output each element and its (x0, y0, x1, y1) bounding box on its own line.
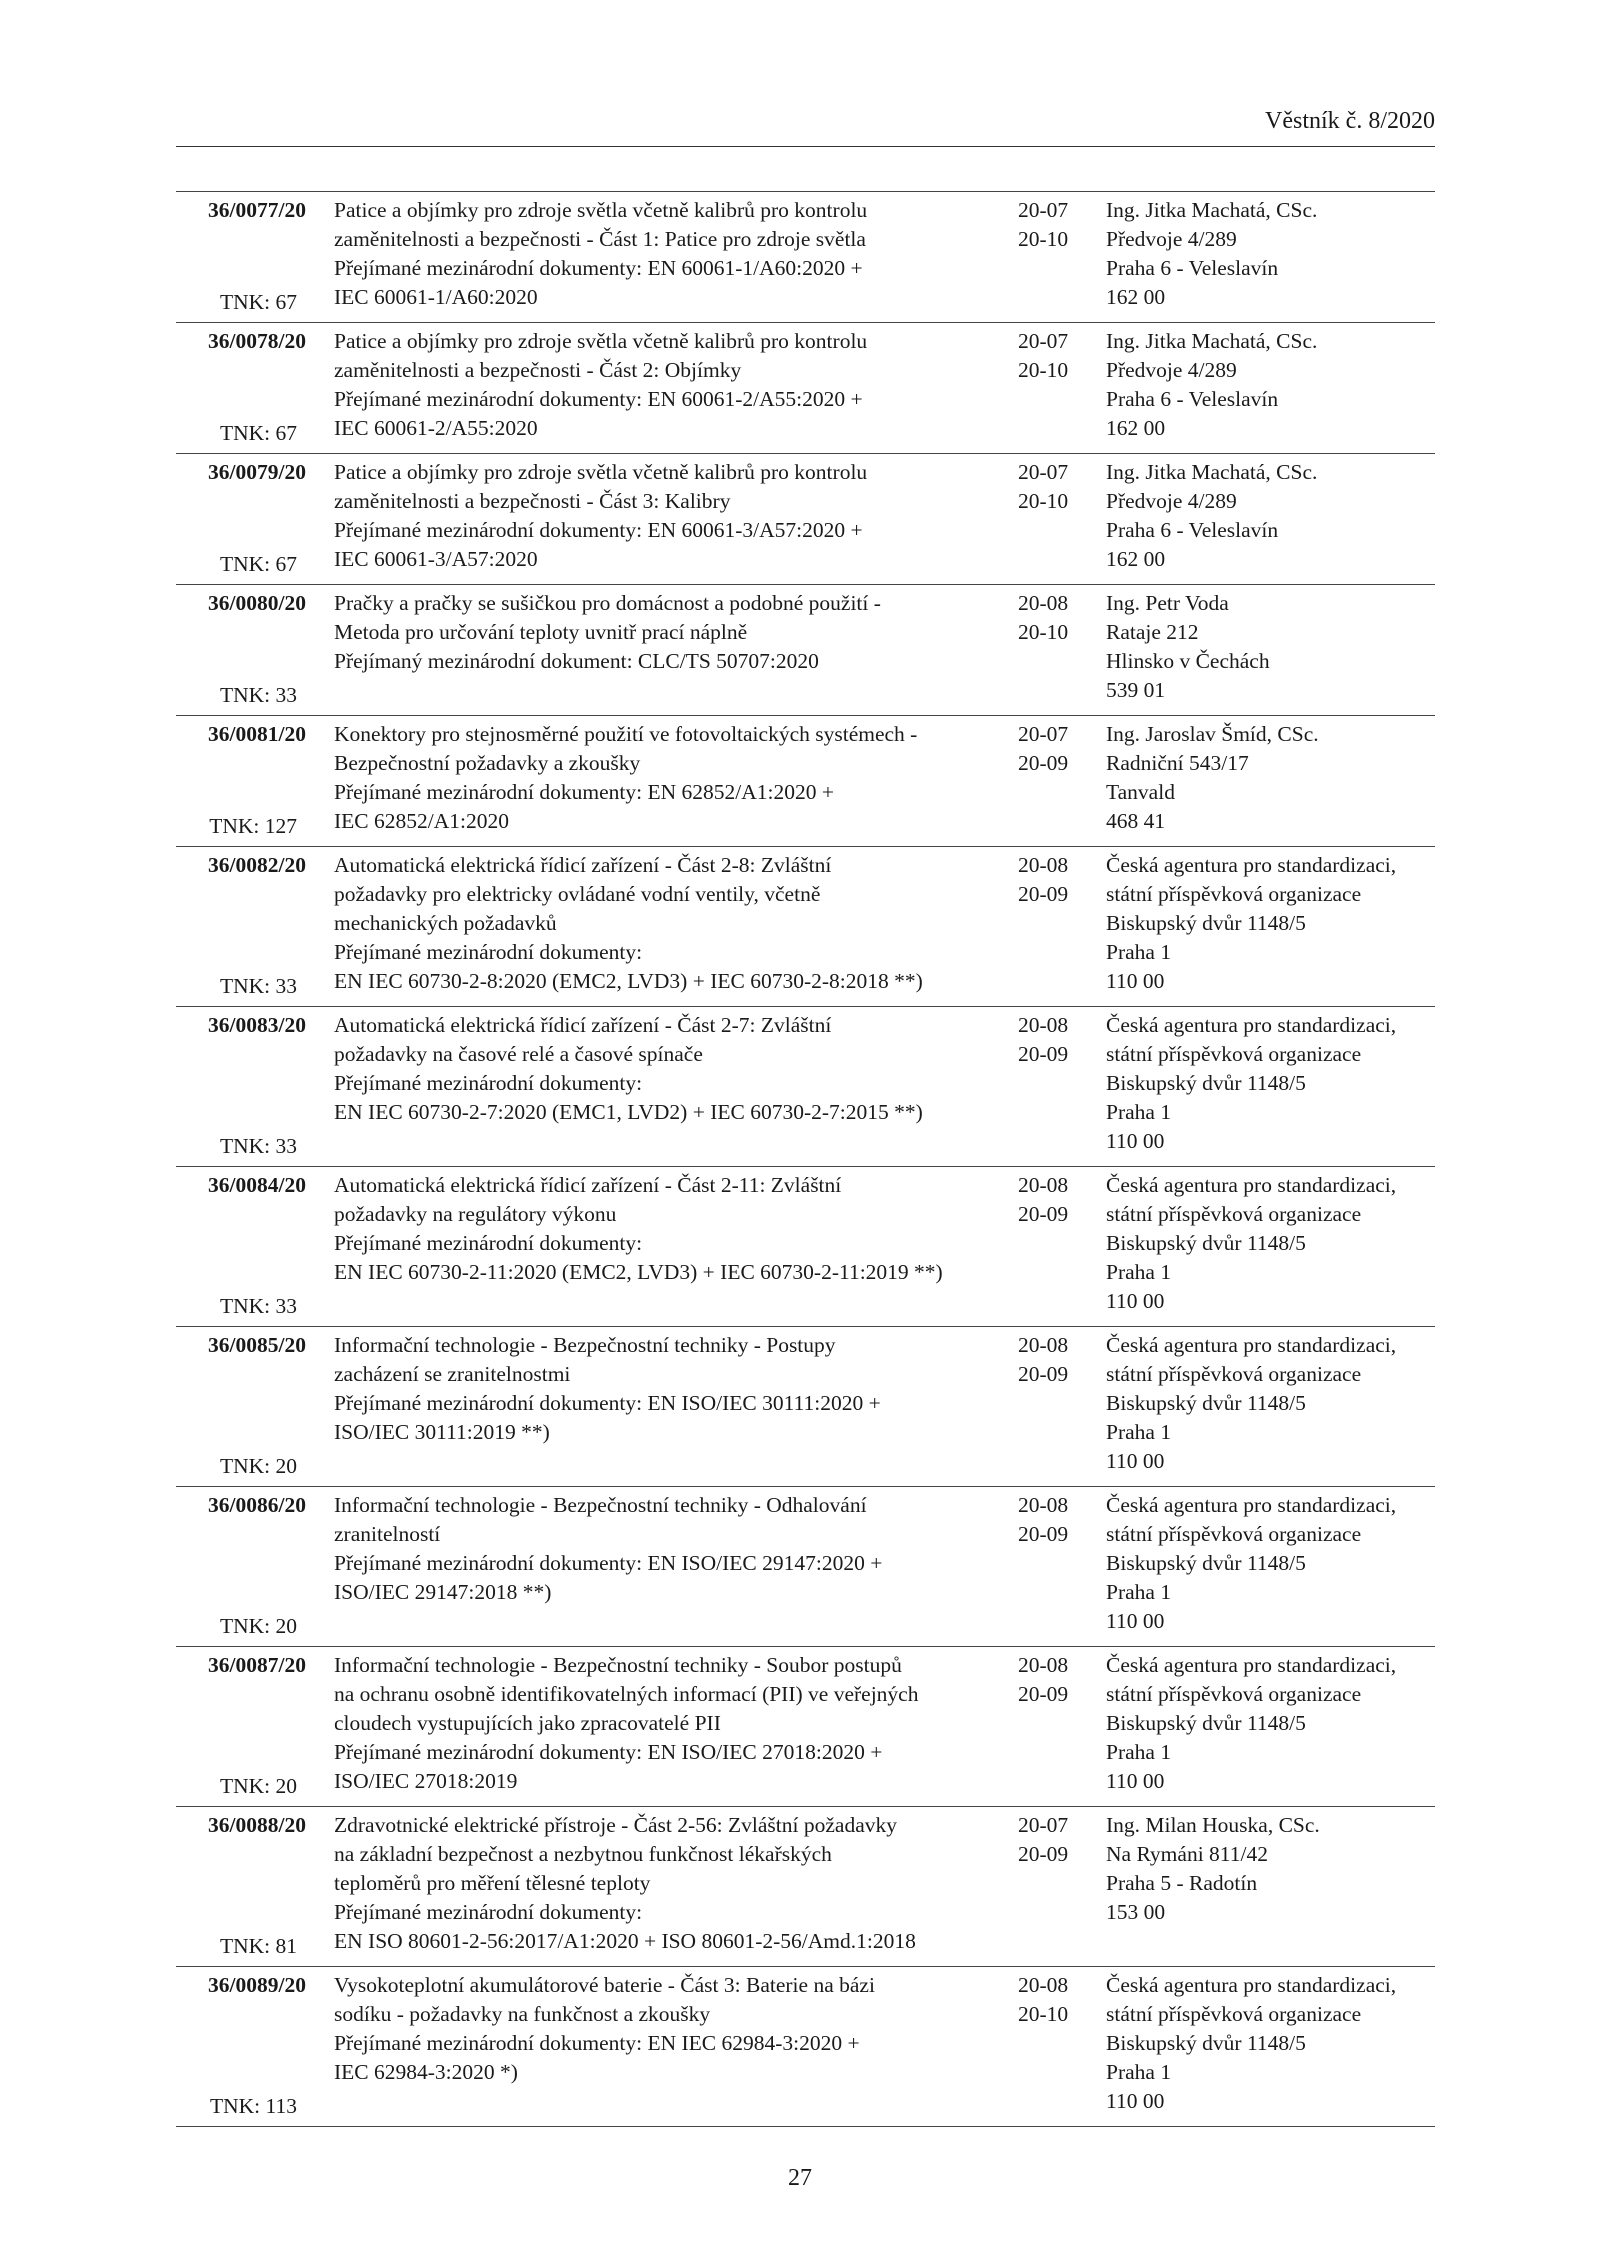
address-line: Česká agentura pro standardizaci, (1106, 1173, 1397, 1197)
entry-dates (1018, 1811, 1098, 1869)
date-line: 20-07 (1018, 1813, 1069, 1837)
entry-number: 36/0088/20 (208, 1813, 306, 1837)
address-line: 110 00 (1106, 1289, 1165, 1313)
title-line: zaměnitelnosti a bezpečnosti - Část 3: Kalibry (334, 489, 731, 513)
title-line: IEC 60061-1/A60:2020 (334, 285, 538, 309)
date-line: 20-08 (1018, 1013, 1069, 1037)
address-line: Ing. Jaroslav Šmíd, CSc. (1106, 722, 1319, 746)
title-line: Vysokoteplotní akumulátorové baterie - Část 3: Baterie na bázi (334, 1973, 875, 1997)
address-line: Praha 5 - Radotín (1106, 1871, 1258, 1895)
entry-dates (1018, 589, 1098, 647)
entry-number: 36/0082/20 (208, 853, 306, 877)
entry-address (1106, 196, 1436, 312)
entry-address (1106, 1971, 1436, 2116)
title-line: ISO/IEC 30111:2019 **) (334, 1420, 550, 1444)
title-line: zaměnitelnosti a bezpečnosti - Část 1: Patice pro zdroje světla (334, 227, 866, 251)
standard-entry (176, 846, 1435, 1006)
entry-title (334, 1011, 1004, 1127)
address-line: Biskupský dvůr 1148/5 (1106, 1711, 1306, 1735)
entry-address (1106, 851, 1436, 996)
title-line: zacházení se zranitelnostmi (334, 1362, 571, 1386)
date-line: 20-07 (1018, 329, 1069, 353)
entry-number: 36/0081/20 (208, 722, 306, 746)
address-line: Biskupský dvůr 1148/5 (1106, 2031, 1306, 2055)
entry-address (1106, 589, 1436, 705)
page-number: 27 (788, 2165, 812, 2191)
entry-title (334, 1651, 1004, 1796)
entry-dates (1018, 851, 1098, 909)
entry-title (334, 589, 1004, 676)
address-line: 162 00 (1106, 416, 1166, 440)
address-line: Biskupský dvůr 1148/5 (1106, 1231, 1306, 1255)
title-line: Patice a objímky pro zdroje světla včetně kalibrů pro kontrolu (334, 329, 868, 353)
address-line: 110 00 (1106, 969, 1165, 993)
date-line: 20-10 (1018, 620, 1069, 644)
date-line: 20-08 (1018, 1653, 1069, 1677)
title-line: EN IEC 60730-2-8:2020 (EMC2, LVD3) + IEC 60730-2-8:2018 **) (334, 969, 923, 993)
title-line: Přejímané mezinárodní dokumenty: EN ISO/IEC 30111:2020 + (334, 1391, 881, 1415)
address-line: 110 00 (1106, 2089, 1165, 2113)
title-line: zaměnitelnosti a bezpečnosti - Část 2: Objímky (334, 358, 742, 382)
date-line: 20-07 (1018, 722, 1069, 746)
entry-tnk: TNK: 20 (219, 1774, 297, 1798)
date-line: 20-07 (1018, 198, 1069, 222)
date-line: 20-08 (1018, 1973, 1069, 1997)
title-line: Přejímané mezinárodní dokumenty: EN ISO/IEC 27018:2020 + (334, 1740, 883, 1764)
date-line: 20-09 (1018, 751, 1069, 775)
title-line: Přejímaný mezinárodní dokument: CLC/TS 50707:2020 (334, 649, 819, 673)
address-line: Praha 1 (1106, 2060, 1172, 2084)
address-line: Předvoje 4/289 (1106, 227, 1237, 251)
standard-entry (176, 1806, 1435, 1966)
address-line: státní příspěvková organizace (1106, 882, 1362, 906)
address-line: Předvoje 4/289 (1106, 358, 1237, 382)
entry-address (1106, 458, 1436, 574)
title-line: Automatická elektrická řídicí zařízení - Část 2-8: Zvláštní (334, 853, 832, 877)
entry-address (1106, 1331, 1436, 1476)
entry-number: 36/0087/20 (208, 1653, 306, 1677)
address-line: Biskupský dvůr 1148/5 (1106, 1391, 1306, 1415)
entry-dates (1018, 1011, 1098, 1069)
address-line: státní příspěvková organizace (1106, 1042, 1362, 1066)
title-line: zranitelností (334, 1522, 441, 1546)
address-line: státní příspěvková organizace (1106, 1202, 1362, 1226)
date-line: 20-09 (1018, 1682, 1069, 1706)
standard-entry (176, 1166, 1435, 1326)
address-line: Praha 1 (1106, 1260, 1172, 1284)
entry-tnk: TNK: 113 (210, 2094, 297, 2118)
title-line: Přejímané mezinárodní dokumenty: EN 60061-1/A60:2020 + (334, 256, 863, 280)
date-line: 20-08 (1018, 1173, 1069, 1197)
entry-title (334, 1331, 1004, 1447)
date-line: 20-08 (1018, 853, 1069, 877)
address-line: Ing. Milan Houska, CSc. (1106, 1813, 1320, 1837)
title-line: Přejímané mezinárodní dokumenty: (334, 940, 643, 964)
address-line: Ing. Jitka Machatá, CSc. (1106, 460, 1318, 484)
entry-address (1106, 1811, 1436, 1927)
entry-tnk: TNK: 67 (219, 421, 297, 445)
entry-address (1106, 327, 1436, 443)
date-line: 20-09 (1018, 882, 1069, 906)
title-line: ISO/IEC 27018:2019 (334, 1769, 518, 1793)
title-line: Patice a objímky pro zdroje světla včetně kalibrů pro kontrolu (334, 460, 868, 484)
address-line: Na Rymáni 811/42 (1106, 1842, 1268, 1866)
title-line: Přejímané mezinárodní dokumenty: EN ISO/IEC 29147:2020 + (334, 1551, 883, 1575)
entry-tnk: TNK: 127 (209, 814, 297, 838)
entry-dates (1018, 196, 1098, 254)
address-line: 110 00 (1106, 1449, 1165, 1473)
title-line: EN IEC 60730-2-11:2020 (EMC2, LVD3) + IEC 60730-2-11:2019 **) (334, 1260, 943, 1284)
address-line: Hlinsko v Čechách (1106, 649, 1270, 673)
title-line: Konektory pro stejnosměrné použití ve fotovoltaických systémech - (334, 722, 918, 746)
address-line: Praha 1 (1106, 1740, 1172, 1764)
date-line: 20-08 (1018, 1493, 1069, 1517)
address-line: Praha 1 (1106, 1420, 1172, 1444)
title-line: Informační technologie - Bezpečnostní techniky - Odhalování (334, 1493, 867, 1517)
address-line: Ing. Jitka Machatá, CSc. (1106, 329, 1318, 353)
title-line: Přejímané mezinárodní dokumenty: EN 60061-2/A55:2020 + (334, 387, 863, 411)
title-line: požadavky pro elektricky ovládané vodní ventily, včetně (334, 882, 821, 906)
title-line: Informační technologie - Bezpečnostní techniky - Soubor postupů (334, 1653, 902, 1677)
address-line: Praha 1 (1106, 1100, 1172, 1124)
standard-entry (176, 1486, 1435, 1646)
address-line: Praha 6 - Veleslavín (1106, 256, 1279, 280)
entry-title (334, 1171, 1004, 1287)
entry-number: 36/0085/20 (208, 1333, 306, 1357)
date-line: 20-09 (1018, 1362, 1069, 1386)
title-line: EN ISO 80601-2-56:2017/A1:2020 + ISO 80601-2-56/Amd.1:2018 (334, 1929, 916, 1953)
entry-dates (1018, 1171, 1098, 1229)
title-line: Informační technologie - Bezpečnostní techniky - Postupy (334, 1333, 836, 1357)
entry-title (334, 1811, 1004, 1956)
entry-tnk: TNK: 20 (219, 1454, 297, 1478)
date-line: 20-10 (1018, 2002, 1069, 2026)
standard-entry (176, 1966, 1435, 2127)
date-line: 20-10 (1018, 358, 1069, 382)
title-line: Automatická elektrická řídicí zařízení - Část 2-11: Zvláštní (334, 1173, 842, 1197)
title-line: Přejímané mezinárodní dokumenty: EN IEC 62984-3:2020 + (334, 2031, 860, 2055)
date-line: 20-09 (1018, 1042, 1069, 1066)
address-line: 110 00 (1106, 1129, 1165, 1153)
address-line: Praha 1 (1106, 940, 1172, 964)
entry-number: 36/0083/20 (208, 1013, 306, 1037)
title-line: mechanických požadavků (334, 911, 557, 935)
date-line: 20-09 (1018, 1202, 1069, 1226)
title-line: požadavky na regulátory výkonu (334, 1202, 617, 1226)
title-line: Přejímané mezinárodní dokumenty: (334, 1071, 643, 1095)
entry-tnk: TNK: 33 (219, 1294, 297, 1318)
date-line: 20-10 (1018, 227, 1069, 251)
address-line: Česká agentura pro standardizaci, (1106, 1973, 1397, 1997)
address-line: Ing. Petr Voda (1106, 591, 1229, 615)
title-line: Zdravotnické elektrické přístroje - Část 2-56: Zvláštní požadavky (334, 1813, 897, 1837)
address-line: 110 00 (1106, 1769, 1165, 1793)
standard-entry (176, 1646, 1435, 1806)
entry-number: 36/0079/20 (208, 460, 306, 484)
standard-entry (176, 715, 1435, 846)
title-line: Metoda pro určování teploty uvnitř prací náplně (334, 620, 748, 644)
date-line: 20-10 (1018, 489, 1069, 513)
header-divider (176, 146, 1435, 147)
entry-title (334, 196, 1004, 312)
title-line: IEC 60061-2/A55:2020 (334, 416, 538, 440)
standard-entry (176, 453, 1435, 584)
address-line: Česká agentura pro standardizaci, (1106, 1493, 1397, 1517)
address-line: Biskupský dvůr 1148/5 (1106, 1071, 1306, 1095)
address-line: Česká agentura pro standardizaci, (1106, 1333, 1397, 1357)
entry-tnk: TNK: 81 (219, 1934, 297, 1958)
title-line: na ochranu osobně identifikovatelných informací (PII) ve veřejných (334, 1682, 919, 1706)
title-line: IEC 62852/A1:2020 (334, 809, 509, 833)
title-line: ISO/IEC 29147:2018 **) (334, 1580, 552, 1604)
address-line: Ing. Jitka Machatá, CSc. (1106, 198, 1318, 222)
standard-entry (176, 322, 1435, 453)
address-line: Radniční 543/17 (1106, 751, 1249, 775)
title-line: teploměrů pro měření tělesné teploty (334, 1871, 651, 1895)
title-line: Patice a objímky pro zdroje světla včetně kalibrů pro kontrolu (334, 198, 868, 222)
address-line: 110 00 (1106, 1609, 1165, 1633)
date-line: 20-09 (1018, 1842, 1069, 1866)
entry-title (334, 1491, 1004, 1607)
entry-dates (1018, 327, 1098, 385)
entry-address (1106, 720, 1436, 836)
entry-address (1106, 1171, 1436, 1316)
title-line: požadavky na časové relé a časové spínače (334, 1042, 703, 1066)
address-line: Praha 6 - Veleslavín (1106, 518, 1279, 542)
entry-dates (1018, 1651, 1098, 1709)
date-line: 20-07 (1018, 460, 1069, 484)
address-line: 468 41 (1106, 809, 1166, 833)
entry-dates (1018, 720, 1098, 778)
title-line: Automatická elektrická řídicí zařízení - Část 2-7: Zvláštní (334, 1013, 832, 1037)
title-line: IEC 62984-3:2020 *) (334, 2060, 518, 2084)
title-line: Přejímané mezinárodní dokumenty: EN 60061-3/A57:2020 + (334, 518, 863, 542)
page-header: Věstník č. 8/2020 (1265, 108, 1435, 134)
entry-dates (1018, 1491, 1098, 1549)
entry-tnk: TNK: 67 (219, 290, 297, 314)
entry-number: 36/0080/20 (208, 591, 306, 615)
entry-number: 36/0089/20 (208, 1973, 306, 1997)
address-line: Tanvald (1106, 780, 1175, 804)
address-line: státní příspěvková organizace (1106, 1522, 1362, 1546)
entry-tnk: TNK: 33 (219, 974, 297, 998)
entry-tnk: TNK: 33 (219, 683, 297, 707)
entry-tnk: TNK: 33 (219, 1134, 297, 1158)
standards-list (176, 191, 1435, 2127)
entry-number: 36/0078/20 (208, 329, 306, 353)
address-line: státní příspěvková organizace (1106, 2002, 1362, 2026)
address-line: 162 00 (1106, 285, 1166, 309)
entry-address (1106, 1491, 1436, 1636)
entry-title (334, 458, 1004, 574)
title-line: cloudech vystupujících jako zpracovatelé PII (334, 1711, 721, 1735)
entry-dates (1018, 1331, 1098, 1389)
title-line: Bezpečnostní požadavky a zkoušky (334, 751, 641, 775)
title-line: na základní bezpečnost a nezbytnou funkčnost lékařských (334, 1842, 832, 1866)
entry-title (334, 1971, 1004, 2087)
title-line: Přejímané mezinárodní dokumenty: (334, 1231, 643, 1255)
entry-tnk: TNK: 67 (219, 552, 297, 576)
address-line: 153 00 (1106, 1900, 1166, 1924)
address-line: Praha 6 - Veleslavín (1106, 387, 1279, 411)
title-line: Pračky a pračky se sušičkou pro domácnost a podobné použití - (334, 591, 881, 615)
date-line: 20-09 (1018, 1522, 1069, 1546)
entry-address (1106, 1011, 1436, 1156)
title-line: Přejímané mezinárodní dokumenty: (334, 1900, 643, 1924)
date-line: 20-08 (1018, 591, 1069, 615)
address-line: státní příspěvková organizace (1106, 1362, 1362, 1386)
entry-tnk: TNK: 20 (219, 1614, 297, 1638)
entry-dates (1018, 1971, 1098, 2029)
address-line: Biskupský dvůr 1148/5 (1106, 911, 1306, 935)
entry-address (1106, 1651, 1436, 1796)
address-line: Rataje 212 (1106, 620, 1199, 644)
date-line: 20-08 (1018, 1333, 1069, 1357)
title-line: Přejímané mezinárodní dokumenty: EN 62852/A1:2020 + (334, 780, 834, 804)
standard-entry (176, 584, 1435, 715)
entry-title (334, 327, 1004, 443)
entry-title (334, 851, 1004, 996)
entry-number: 36/0086/20 (208, 1493, 306, 1517)
address-line: státní příspěvková organizace (1106, 1682, 1362, 1706)
standard-entry (176, 1006, 1435, 1166)
title-line: sodíku - požadavky na funkčnost a zkoušky (334, 2002, 711, 2026)
standard-entry (176, 1326, 1435, 1486)
entry-title (334, 720, 1004, 836)
address-line: Předvoje 4/289 (1106, 489, 1237, 513)
title-line: IEC 60061-3/A57:2020 (334, 547, 538, 571)
title-line: EN IEC 60730-2-7:2020 (EMC1, LVD2) + IEC 60730-2-7:2015 **) (334, 1100, 923, 1124)
address-line: Česká agentura pro standardizaci, (1106, 1013, 1397, 1037)
address-line: Biskupský dvůr 1148/5 (1106, 1551, 1306, 1575)
address-line: Česká agentura pro standardizaci, (1106, 1653, 1397, 1677)
address-line: Česká agentura pro standardizaci, (1106, 853, 1397, 877)
address-line: 539 01 (1106, 678, 1166, 702)
address-line: Praha 1 (1106, 1580, 1172, 1604)
entry-number: 36/0077/20 (208, 198, 306, 222)
entry-number: 36/0084/20 (208, 1173, 306, 1197)
entry-dates (1018, 458, 1098, 516)
address-line: 162 00 (1106, 547, 1166, 571)
standard-entry (176, 191, 1435, 322)
